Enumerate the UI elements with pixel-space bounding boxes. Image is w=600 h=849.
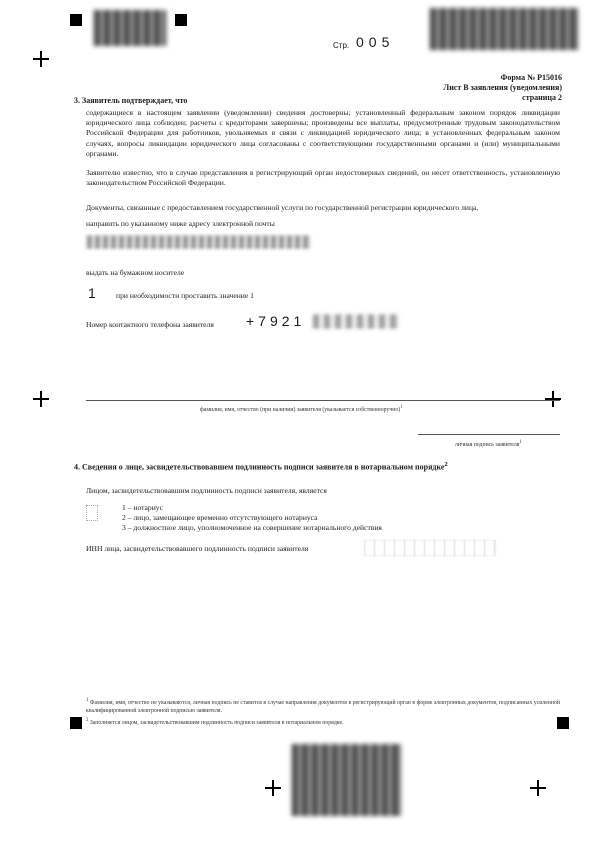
- email-field[interactable]: [86, 235, 310, 249]
- registration-mark-top-center: [175, 14, 187, 26]
- section3-title: 3. Заявитель подтверждает, что: [74, 96, 188, 105]
- notary-option-2: 2 – лицо, замещающее временно отсутствующего нотариуса: [122, 513, 318, 522]
- crosshair-mark: [545, 391, 561, 407]
- paper-hint: при необходимости проставить значение 1: [116, 291, 254, 300]
- crosshair-mark: [33, 51, 49, 67]
- notary-type-box[interactable]: [86, 505, 98, 521]
- sheet-title: Лист В заявления (уведомления): [443, 83, 562, 92]
- footnote-1: $^1$ Фамилия, имя, отчество не указываются, личная подпись не ставится в случае направления документов в регистрирующий орган в форме электронных документов, подписанных усиленной квалифицированной электронной подписью заявителя.: [86, 698, 560, 714]
- notary-option-1: 1 – нотариус: [122, 503, 163, 512]
- barcode-top-left: [94, 10, 166, 46]
- applicant-name-line: [86, 400, 560, 401]
- form-number: Форма № Р15016: [500, 73, 562, 82]
- footnote-2: $^2$ Заполняется лицом, засвидетельствовавшим подлинность подписи заявителя в нотариальном порядке.: [86, 718, 344, 726]
- paper-value-field[interactable]: 1: [88, 285, 96, 301]
- section4-intro: Лицом, засвидетельствовавшим подлинность подписи заявителя, является: [86, 486, 327, 495]
- paper-label: выдать на бумажном носителе: [86, 268, 185, 277]
- notary-option-3: 3 – должностное лицо, уполномоченное на совершение нотариального действия: [122, 523, 382, 532]
- barcode-bottom: [292, 744, 402, 816]
- section3-para1: содержащиеся в настоящем заявлении (уведомлении) сведения достоверны; установленный федеральным законом порядок ликвидации юридического лица соблюден; расчеты с кредиторами завершены; произведены все выплаты, предусмотренные трудовым законодательством Российской Федерации для работников, увольняемых в связи с ликвидацией юридического лица; в установленных федеральным законом случаях, вопросы ликвидации юридического лица согласованы с соответствующими государственными органами и (или) муниципальными органами.: [86, 108, 560, 158]
- phone-label: Номер контактного телефона заявителя: [86, 320, 214, 329]
- registration-mark-top-left: [70, 14, 82, 26]
- registration-mark-bottom-left: [70, 717, 82, 729]
- applicant-name-caption: фамилия, имя, отчество (при наличии) заявителя (указывается собственноручно)$^1$: [200, 405, 403, 413]
- phone-number-field[interactable]: [312, 314, 398, 329]
- barcode-top-right: [430, 8, 578, 50]
- signature-line: [418, 434, 560, 435]
- section4-title: 4. Сведения о лице, засвидетельствовавшем подлинность подписи заявителя в нотариальном порядке$^2$: [74, 461, 448, 472]
- crosshair-mark: [33, 391, 49, 407]
- sheet-page: страница 2: [522, 93, 562, 102]
- section3-para3-line2: направить по указанному ниже адресу электронной почты: [86, 219, 275, 228]
- phone-prefix: +7921: [246, 313, 306, 329]
- section3-para3-line1: Документы, связанные с предоставлением государственной услуги по государственной регистрации юридического лица,: [86, 203, 479, 212]
- inn-label: ИНН лица, засвидетельствовавшего подлинность подписи заявителя: [86, 544, 309, 553]
- inn-field[interactable]: [364, 540, 496, 556]
- page-label: Стр.: [333, 41, 350, 50]
- page-number: 005: [356, 34, 395, 50]
- section3-para2: Заявителю известно, что в случае представления в регистрирующий орган недостоверных сведений, он несет ответственность, установленную законодательством Российской Федерации.: [86, 168, 560, 188]
- signature-caption: личная подпись заявителя$^1$: [455, 440, 522, 448]
- crosshair-mark: [265, 780, 281, 796]
- crosshair-mark: [530, 780, 546, 796]
